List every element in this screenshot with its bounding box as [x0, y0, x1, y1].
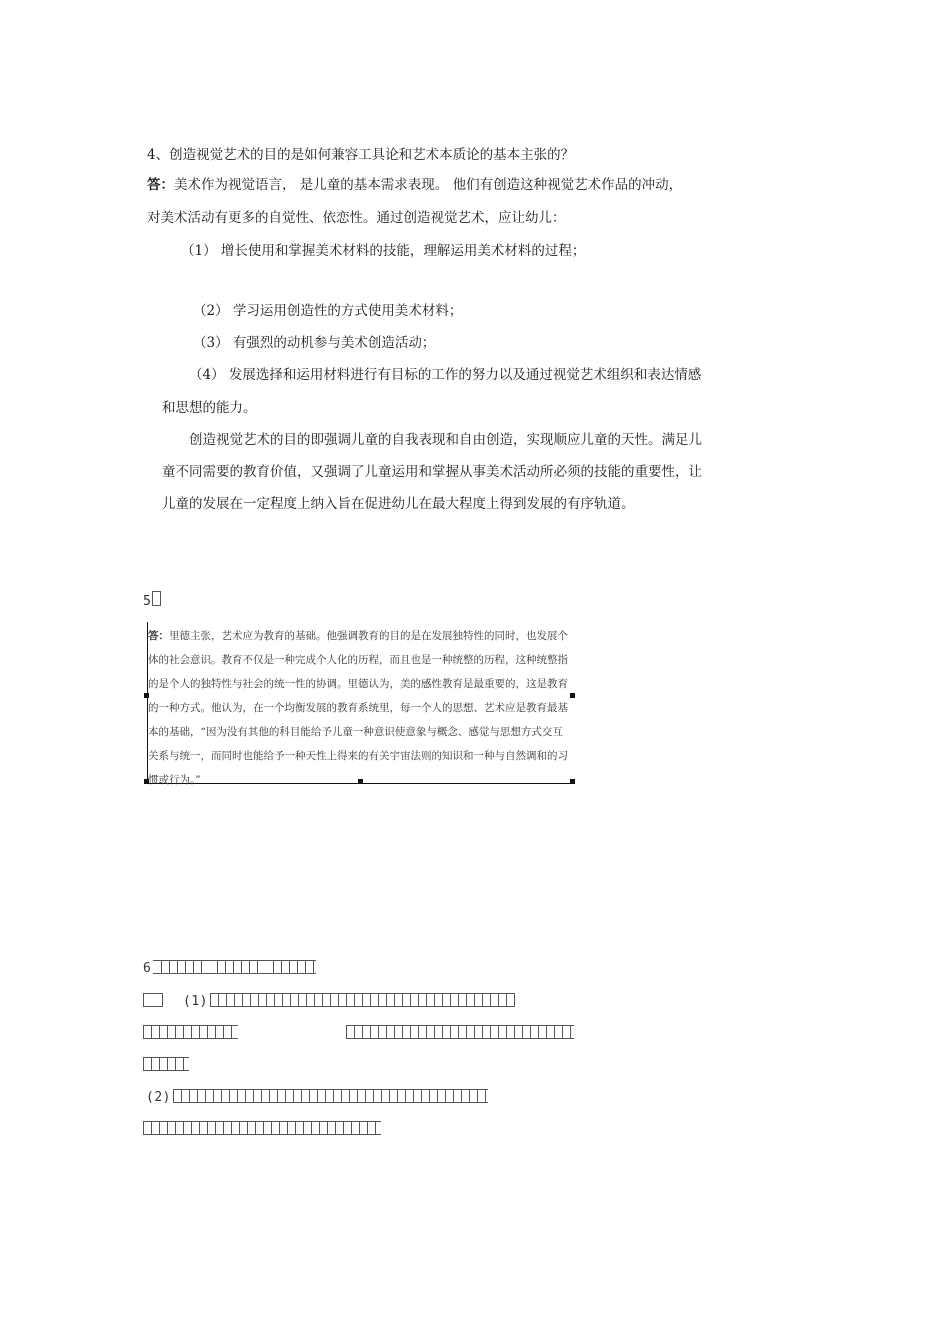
missing-glyph-run	[143, 1057, 189, 1071]
resize-handle[interactable]	[570, 779, 575, 784]
answer-label: 答：	[147, 177, 174, 193]
missing-glyph-run	[143, 993, 163, 1007]
paragraph-line: 创造视觉艺术的目的即强调儿童的自我表现和自由创造，实现顺应儿童的天性。满足儿	[189, 432, 702, 448]
answer-label: 答：	[148, 630, 169, 642]
missing-glyph-run	[346, 1025, 574, 1039]
question-5-line: 的是个人的独特性与社会的统一性的协调。里德认为，美的感性教育是最重要的，这是教育	[148, 678, 568, 690]
missing-glyph-run	[173, 1089, 488, 1103]
missing-glyph-run	[143, 1025, 238, 1039]
question-4-answer-line-2: 对美术活动有更多的自觉性、依恋性。通过创造视觉艺术，应让幼儿：	[147, 210, 566, 226]
question-5-line: 的一种方式。他认为，在一个均衡发展的教育系统里，每一个人的思想、艺术应是教育最基	[148, 702, 568, 714]
question-6-line-3	[143, 1025, 574, 1041]
question-5-line: 本的基础，“因为没有其他的科目能给予儿童一种意识使意象与概念、感觉与思想方式交互	[148, 726, 563, 738]
paragraph-line: 童不同需要的教育价值，又强调了儿童运用和掌握从事美术活动所必须的技能的重要性，让	[162, 464, 702, 480]
list-item: （4） 发展选择和运用材料进行有目标的工作的努力以及通过视觉艺术组织和表达情感	[189, 367, 702, 383]
missing-glyph-run	[210, 993, 515, 1007]
list-item-continuation: 和思想的能力。	[162, 400, 257, 416]
resize-handle[interactable]	[570, 693, 575, 698]
question-5-line: 惯或行为。”	[148, 774, 201, 786]
question-6-line-5: (2)	[146, 1089, 488, 1105]
list-item: （2） 学习运用创造性的方式使用美术材料；	[193, 303, 463, 319]
question-5-number: 5	[143, 591, 161, 609]
question-4-title: 4、创造视觉艺术的目的是如何兼容工具论和艺术本质论的基本主张的？	[147, 147, 575, 163]
answer-text: 美术作为视觉语言， 是儿童的基本需求表现。 他们有创造这种视觉艺术作品的冲动，	[174, 177, 683, 193]
missing-glyph-run	[143, 1121, 381, 1135]
question-6-line-4	[143, 1057, 189, 1073]
question-4-answer-line-1	[147, 173, 682, 193]
question-5-line: 关系与统一，而同时也能给予一种天性上得来的有关宇宙法则的知识和一种与自然调和的习	[148, 750, 568, 762]
question-5-line: 体的社会意识。教育不仅是一种完成个人化的历程，而且也是一种统整的历程，这种统整指	[148, 654, 568, 666]
question-6-title: 6	[143, 960, 316, 976]
resize-handle[interactable]	[358, 779, 363, 784]
question-6-line-6	[143, 1121, 381, 1137]
missing-glyph-run	[153, 960, 316, 974]
resize-handle[interactable]	[144, 693, 149, 698]
list-item: （3） 有强烈的动机参与美术创造活动；	[193, 335, 436, 351]
question-6-line-2: (1)	[143, 993, 515, 1009]
question-5-line: 答：里德主张，艺术应为教育的基础。他强调教育的目的是在发展独特性的同时，也发展个	[148, 630, 568, 642]
list-item: （1） 增长使用和掌握美术材料的技能，理解运用美术材料的过程；	[181, 243, 586, 259]
paragraph-line: 儿童的发展在一定程度上纳入旨在促进幼儿在最大程度上得到发展的有序轨道。	[162, 496, 635, 512]
